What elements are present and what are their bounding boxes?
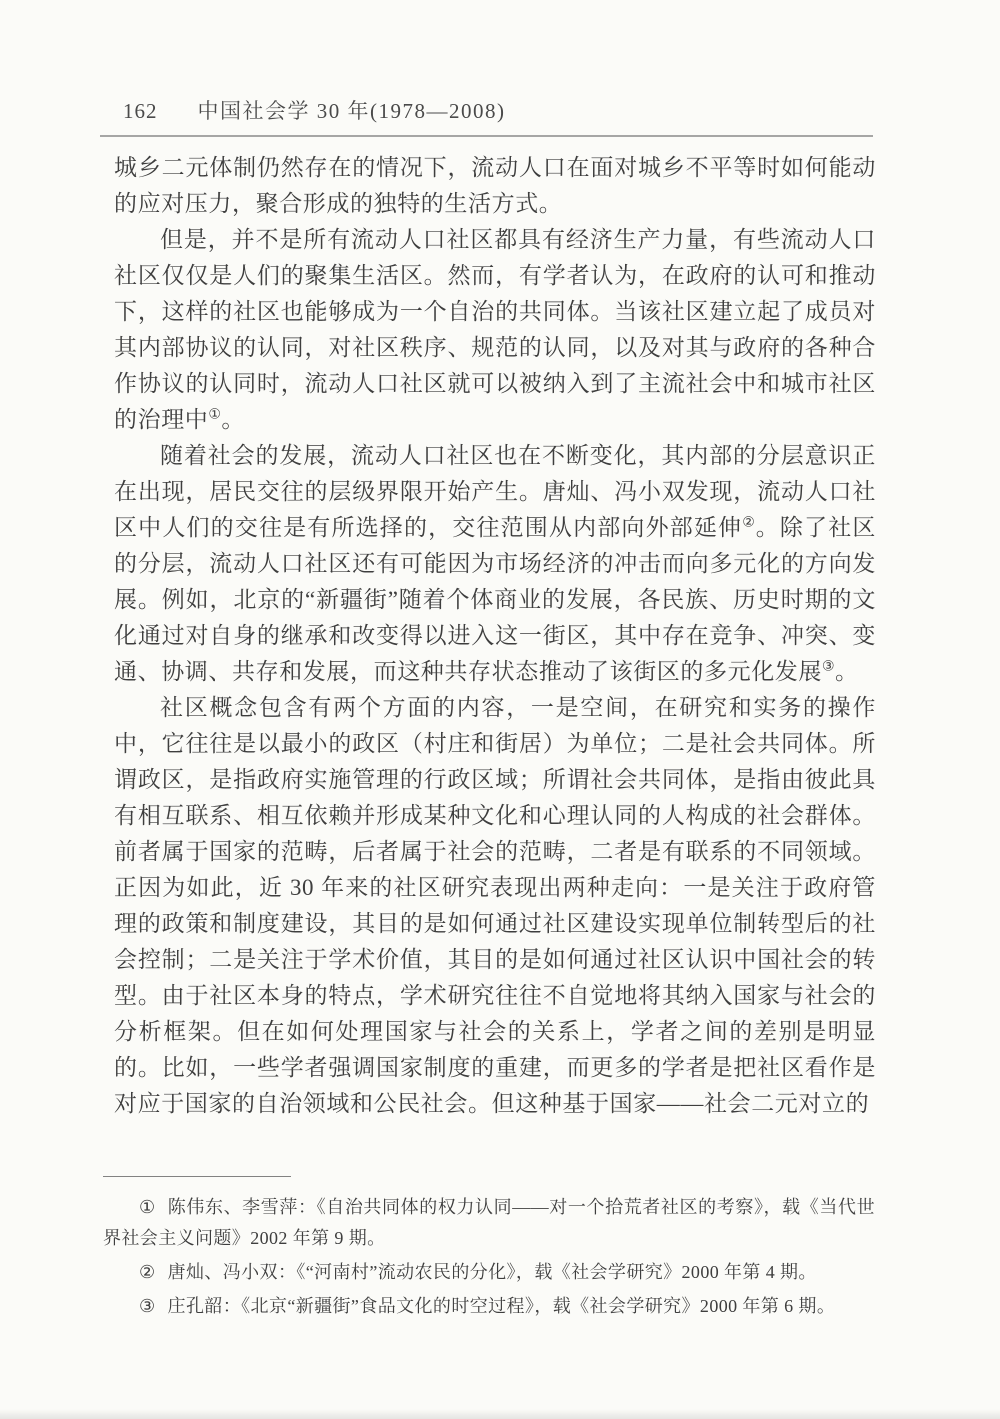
- footnote: [103, 1291, 875, 1322]
- book-title: 中国社会学 30 年(1978—2008): [197, 99, 506, 123]
- footnote-text: 唐灿、冯小双：《“河南村”流动农民的分化》，载《社会学研究》2000 年第 4 期。: [167, 1262, 817, 1282]
- footnote: [103, 1192, 875, 1254]
- footnote-ref: ①: [208, 406, 222, 422]
- footnotes: [103, 1192, 875, 1325]
- body-paragraph: 社区概念包含有两个方面的内容，一是空间，在研究和实务的操作中，它往往是以最小的政区（村庄和街居）为单位；二是社会共同体。所谓政区，是指政府实施管理的行政区域；所谓社会共同体，是指由彼此具有相互联系、相互依赖并形成某种文化和心理认同的人构成的社会群体。前者属于国家的范畴，后者属于社会的范畴，二者是有联系的不同领域。正因为如此，近 30 年来的社区研究表现出两种走向：一是关注于政府管理的政策和制度建设，其目的是如何通过社区建设实现单位制转型后的社会控制；二是关注于学术价值，其目的是如何通过社区认识中国社会的转型。由于社区本身的特点，学术研究往往不自觉地将其纳入国家与社会的分析框架。但在如何处理国家与社会的关系上，学者之间的差别是明显的。比如，一些学者强调国家制度的重建，而更多的学者是把社区看作是对应于国家的自治领域和公民社会。但这种基于国家——社会二元对立的: [114, 695, 876, 1116]
- footnote-text: 陈伟东、李雪萍：《自治共同体的权力认同——对一个拾荒者社区的考察》，载《当代世界社会主义问题》2002 年第 9 期。: [103, 1197, 875, 1248]
- scan-bottom-shadow: [0, 1409, 1000, 1419]
- footnote-marker: ③: [139, 1296, 156, 1316]
- footnote-ref: ②: [742, 514, 756, 530]
- footnote-text: 庄孔韶：《北京“新疆街”食品文化的时空过程》，载《社会学研究》2000 年第 6 期。: [167, 1296, 836, 1316]
- footnote-marker: ②: [139, 1262, 156, 1282]
- footnote: [103, 1257, 875, 1288]
- body-paragraph: 随着社会的发展，流动人口社区也在不断变化，其内部的分层意识正在出现，居民交往的层级界限开始产生。唐灿、冯小双发现，流动人口社区中人们的交往是有所选择的，交往范围从内部向外部延伸②。除了社区的分层，流动人口社区还有可能因为市场经济的冲击而向多元化的方向发展。例如，北京的“新疆街”随着个体商业的发展，各民族、历史时期的文化通过对自身的继承和改变得以进入这一街区，其中存在竞争、冲突、变通、协调、共存和发展，而这种共存状态推动了该街区的多元化发展③。: [114, 443, 876, 684]
- body-paragraph: 但是，并不是所有流动人口社区都具有经济生产力量，有些流动人口社区仅仅是人们的聚集生活区。然而，有学者认为，在政府的认可和推动下，这样的社区也能够成为一个自治的共同体。当该社区建立起了成员对其内部协议的认同，对社区秩序、规范的认同，以及对其与政府的各种合作协议的认同时，流动人口社区就可以被纳入到了主流社会中和城市社区的治理中①。: [114, 227, 876, 432]
- header-rule: [100, 135, 873, 137]
- page-number: 162: [123, 99, 158, 123]
- footnote-ref: ③: [822, 658, 835, 674]
- running-header: [123, 95, 506, 125]
- body-paragraph: 城乡二元体制仍然存在的情况下，流动人口在面对城乡不平等时如何能动的应对压力，聚合形成的独特的生活方式。: [114, 155, 876, 216]
- body-text: [114, 150, 876, 1122]
- footnote-marker: ①: [139, 1197, 156, 1217]
- footnote-separator-rule: [103, 1176, 291, 1177]
